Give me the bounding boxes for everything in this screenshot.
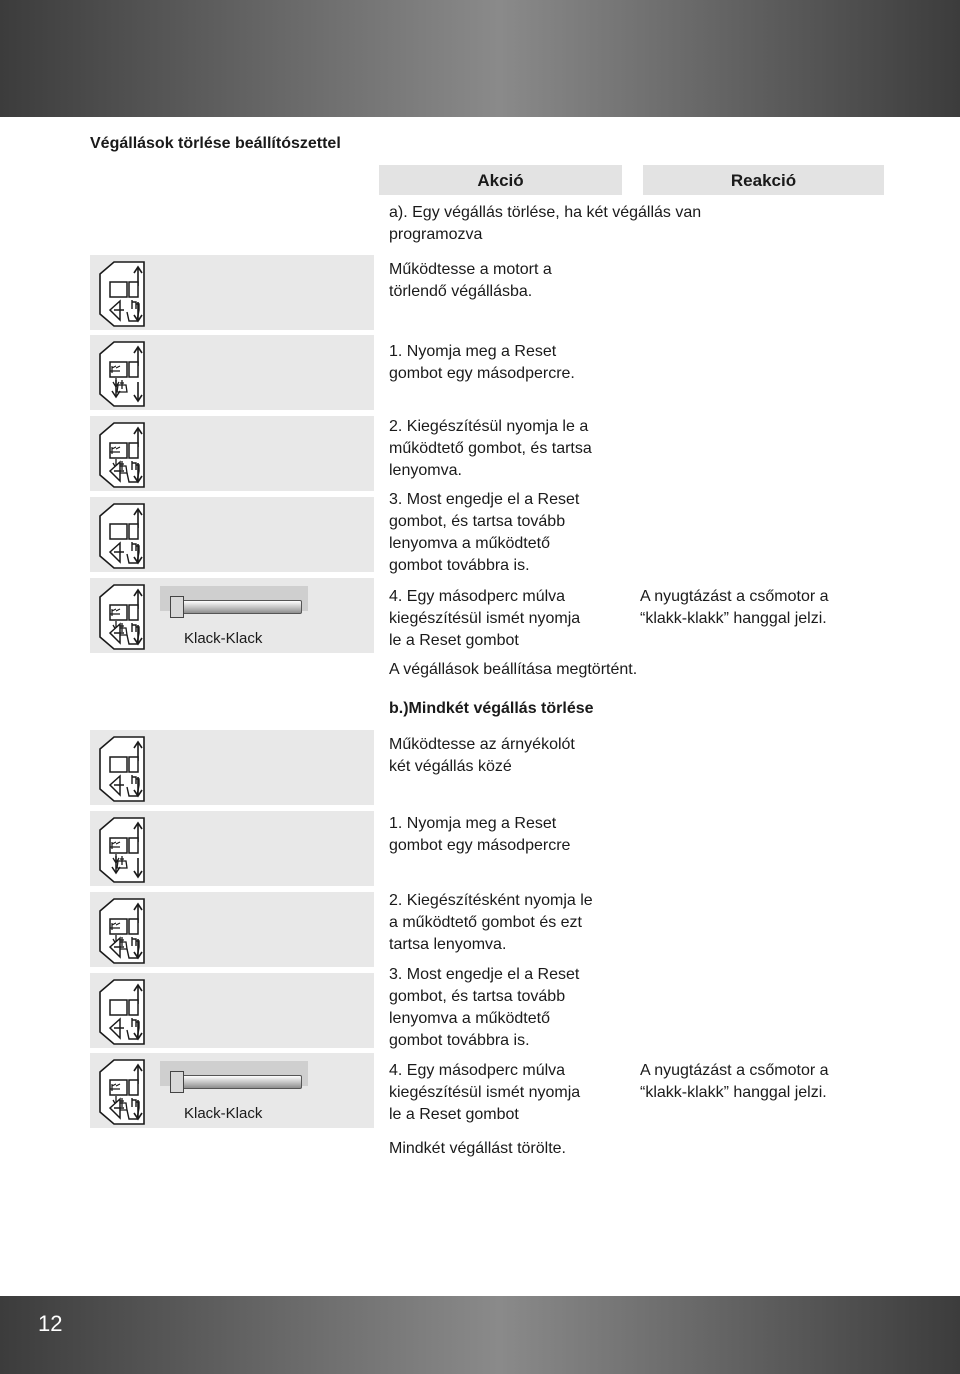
page-number: 12 [38,1311,63,1336]
tube-motor-illustration [160,586,366,648]
remote-illustration [90,892,374,967]
remote-illustration [90,335,374,410]
section-b-heading: b.)Mindkét végállás törlése [389,700,594,717]
section-b-step-1: 1. Nyomja meg a Reset gombot egy másodpercre [389,815,571,854]
klack-label: Klack-Klack [184,1105,263,1122]
header-bar [0,0,960,117]
remote-illustration [90,416,374,491]
section-a-step-3: 3. Most engedje el a Reset gombot, és tartsa tovább lenyomva a működtető gombot továbbra is. [389,491,580,574]
remote-hold-icon [98,502,146,570]
section-b-result: Mindkét végállást törölte. [389,1140,566,1157]
remote-illustration [90,497,374,572]
section-b-step-0: Működtesse az árnyékolót két végállás közé [389,736,575,775]
remote-reset-icon [98,816,146,884]
remote-reset-hold-icon [98,1058,146,1126]
section-b-step-2: 2. Kiegészítésként nyomja le a működtető gombot és ezt tartsa lenyomva. [389,892,593,953]
remote-operate-icon [98,735,146,803]
remote-reset-hold-icon [98,897,146,965]
remote-illustration [90,578,374,653]
section-a-result: A végállások beállítása megtörtént. [389,661,638,678]
section-a-step-1: 1. Nyomja meg a Reset gombot egy másodpercre. [389,343,575,382]
section-b-reaction: A nyugtázást a csőmotor a “klakk-klakk” hanggal jelzi. [640,1062,829,1101]
remote-reset-icon [98,340,146,408]
section-a-reaction: A nyugtázást a csőmotor a “klakk-klakk” hanggal jelzi. [640,588,829,627]
section-b-step-3: 3. Most engedje el a Reset gombot, és tartsa tovább lenyomva a működtető gombot továbbra is. [389,966,580,1049]
remote-illustration [90,730,374,805]
remote-reset-hold-icon [98,583,146,651]
section-a-step-2: 2. Kiegészítésül nyomja le a működtető gombot, és tartsa lenyomva. [389,418,592,479]
section-a-heading: a). Egy végállás törlése, ha két végállás van programozva [389,204,702,243]
footer-bar [0,1296,960,1374]
remote-illustration [90,811,374,886]
column-header-action: Akció [379,165,622,195]
klack-label: Klack-Klack [184,630,263,647]
remote-illustration [90,255,374,330]
remote-illustration [90,1053,374,1128]
tube-motor-icon [172,600,302,614]
tube-motor-icon [172,1075,302,1089]
remote-hold-icon [98,978,146,1046]
section-a-step-0: Működtesse a motort a törlendő végállásba. [389,261,552,300]
section-a-step-4: 4. Egy másodperc múlva kiegészítésül ismét nyomja le a Reset gombot [389,588,581,649]
page-title: Végállások törlése beállítószettel [90,135,341,152]
remote-illustration [90,973,374,1048]
section-b-step-4: 4. Egy másodperc múlva kiegészítésül ismét nyomja le a Reset gombot [389,1062,581,1123]
remote-reset-hold-icon [98,421,146,489]
tube-motor-illustration [160,1061,366,1123]
remote-operate-icon [98,260,146,328]
column-header-reaction: Reakció [643,165,884,195]
